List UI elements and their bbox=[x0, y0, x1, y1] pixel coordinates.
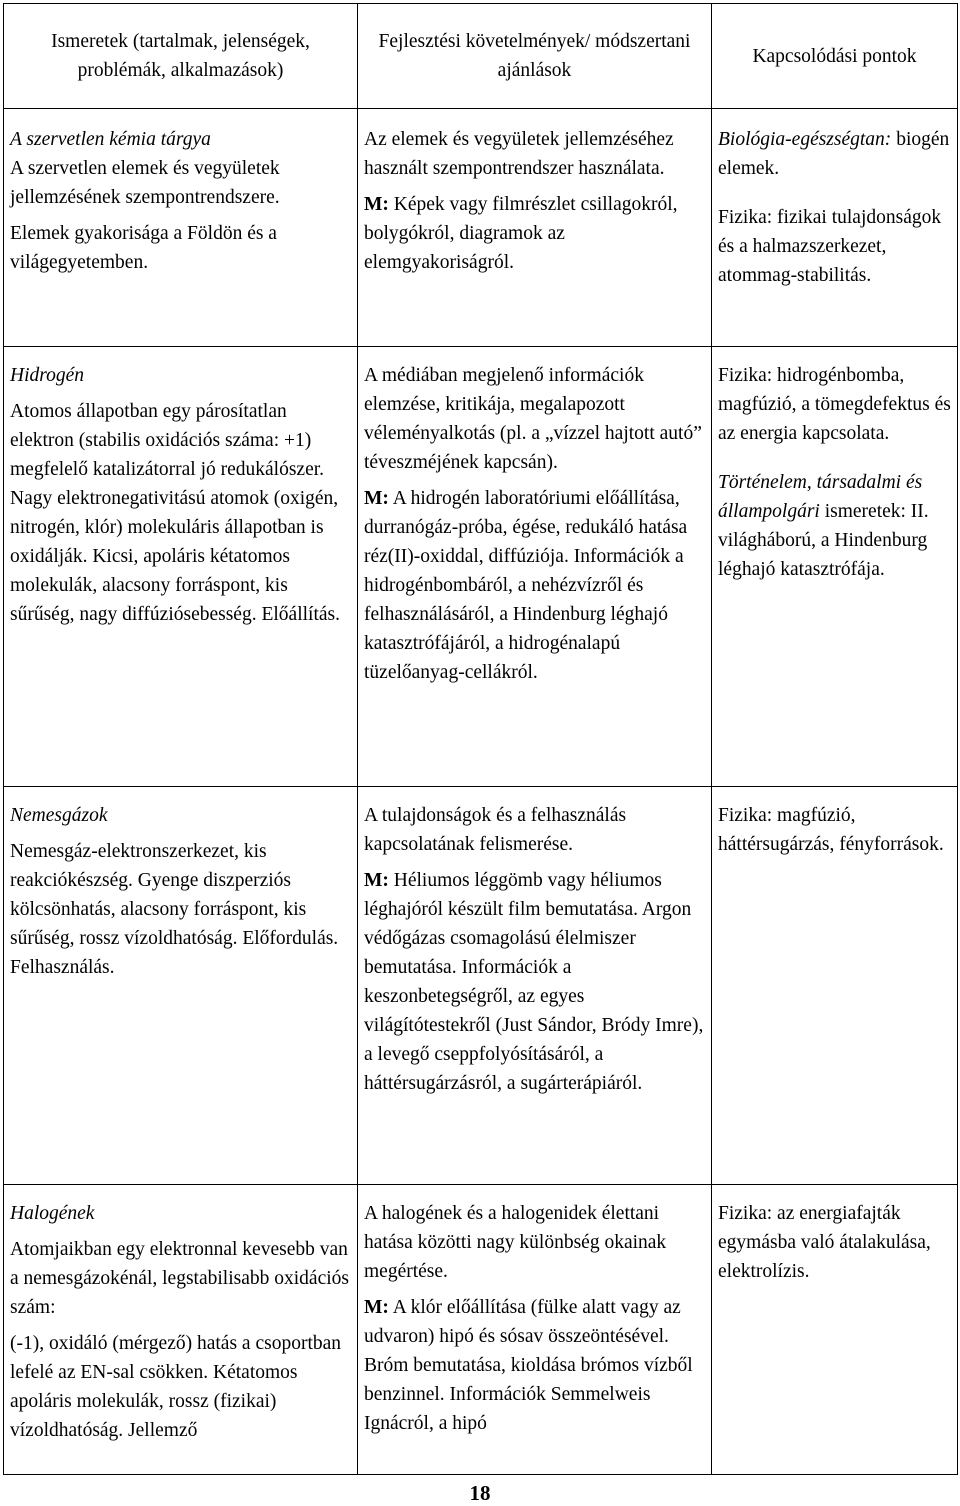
table-row bbox=[4, 347, 958, 787]
method-text: A hidrogén laboratóriumi előállítása, durranógáz-próba, égése, redukáló hatása réz(II)-oxiddal, diffúziója. Információk a hidrogénbombáról, a nehézvízről és felhasználásáról, a Hindenburg léghajó katasztrófájáról, a hidrogénalapú tüzelőanyag-cellákról. bbox=[364, 488, 688, 683]
method-text: Képek vagy filmrészlet csillagokról, bolygókról, diagramok az elemgyakoriságról. bbox=[364, 194, 678, 273]
connection-text: Fizika: magfúzió, háttérsugárzás, fényforrások. bbox=[718, 805, 944, 855]
content-text: (-1), oxidáló (mérgező) hatás a csoportban lefelé az EN-sal csökken. Kétatomos apoláris molekulák, rossz (fizikai) vízoldhatóság. Jellemző bbox=[10, 1333, 342, 1441]
table-row bbox=[4, 1185, 958, 1475]
content-text: Nemesgáz-elektronszerkezet, kis reakciókészség. Gyenge diszperziós kölcsönhatás, alacsony forráspont, kis sűrűség, rossz vízoldhatóság. Előfordulás. Felhasználás. bbox=[10, 841, 339, 978]
requirements-text: A tulajdonságok és a felhasználás kapcsolatának felismerése. bbox=[364, 805, 627, 855]
page-number: 18 bbox=[469, 1481, 491, 1505]
table-row bbox=[4, 787, 958, 1185]
content-cell bbox=[4, 347, 358, 787]
header-row bbox=[4, 4, 958, 109]
header-requirements bbox=[358, 4, 712, 109]
connection-text: Fizika: fizikai tulajdonságok és a halmazszerkezet, atommag-stabilitás. bbox=[718, 207, 942, 286]
section-title: Nemesgázok bbox=[10, 805, 108, 826]
table-row bbox=[4, 109, 958, 347]
requirements-cell bbox=[358, 109, 712, 347]
content-text: Atomos állapotban egy párosítatlan elektron (stabilis oxidációs száma: +1) megfelelő katalizátorral jó redukálószer. Nagy elektronegativitású atomok (oxigén, nitrogén, klór) molekuláris állapotban is oxidálják. Kicsi, apoláris kétatomos molekulák, alacsony forráspont, kis sűrűség, nagy diffúziósebesség. Előállítás. bbox=[10, 401, 340, 625]
connection-text: biogén elemek. bbox=[718, 129, 950, 179]
requirements-cell bbox=[358, 787, 712, 1185]
header-content bbox=[4, 4, 358, 109]
requirements-text: Az elemek és vegyületek jellemzéséhez használt szempontrendszer használata. bbox=[364, 129, 674, 179]
content-text: Atomjaikban egy elektronnal kevesebb van a nemesgázokénál, legstabilisabb oxidációs szám: bbox=[10, 1239, 349, 1318]
connection-text: Fizika: az energiafajták egymásba való átalakulása, elektrolízis. bbox=[718, 1203, 931, 1282]
requirements-text: A médiában megjelenő információk elemzése, kritikája, megalapozott véleményalkotás (pl. a „vízzel hajtott autó” téveszméjének kapcsán). bbox=[364, 365, 702, 473]
connection-text: Fizika: hidrogénbomba, magfúzió, a tömegdefektus és az energia kapcsolata. bbox=[718, 365, 951, 444]
method-text: A klór előállítása (fülke alatt vagy az udvaron) hipó és sósav összeöntésével. Bróm bemutatása, kioldása brómos vízből benzinnel. Információk Semmelweis Ignácról, a hipó bbox=[364, 1297, 693, 1434]
content-text: Elemek gyakorisága a Földön és a világegyetemben. bbox=[10, 223, 277, 273]
method-label: M: bbox=[364, 870, 389, 891]
method-label: M: bbox=[364, 1297, 389, 1318]
content-cell bbox=[4, 1185, 358, 1475]
header-content-label: Ismeretek (tartalmak, jelenségek, problémák, alkalmazások) bbox=[51, 31, 310, 81]
header-connections-label: Kapcsolódási pontok bbox=[752, 45, 917, 67]
content-cell bbox=[4, 109, 358, 347]
header-requirements-label: Fejlesztési követelmények/ módszertani ajánlások bbox=[378, 31, 691, 81]
subject-name: Biológia-egészségtan: bbox=[718, 129, 892, 150]
connections-cell bbox=[712, 347, 958, 787]
connections-cell bbox=[712, 109, 958, 347]
connections-cell bbox=[712, 1185, 958, 1475]
method-text: Héliumos léggömb vagy héliumos léghajóról készült film bemutatása. Argon védőgázas csomagolású élelmiszer bemutatása. Információk a keszonbetegségről, az egyes világítótestekről (Just Sándor, Bródy Imre), a levegő cseppfolyósításáról, a háttérsugárzásról, a sugárterápiáról. bbox=[364, 870, 704, 1094]
header-connections bbox=[712, 4, 958, 109]
requirements-text: A halogének és a halogenidek élettani hatása közötti nagy különbség okainak megértése. bbox=[364, 1203, 667, 1282]
section-title: A szervetlen kémia tárgya bbox=[10, 129, 211, 150]
method-label: M: bbox=[364, 194, 389, 215]
subject-name: Történelem, társadalmi és állampolgári bbox=[718, 472, 923, 522]
curriculum-table bbox=[3, 3, 958, 1475]
content-text: A szervetlen elemek és vegyületek jellemzésének szempontrendszere. bbox=[10, 158, 280, 208]
method-label: M: bbox=[364, 488, 389, 509]
requirements-cell bbox=[358, 347, 712, 787]
requirements-cell bbox=[358, 1185, 712, 1475]
section-title: Halogének bbox=[10, 1203, 95, 1224]
content-cell bbox=[4, 787, 358, 1185]
connections-cell bbox=[712, 787, 958, 1185]
connection-text: ismeretek: II. világháború, a Hindenburg léghajó katasztrófája. bbox=[718, 501, 929, 580]
section-title: Hidrogén bbox=[10, 365, 85, 386]
